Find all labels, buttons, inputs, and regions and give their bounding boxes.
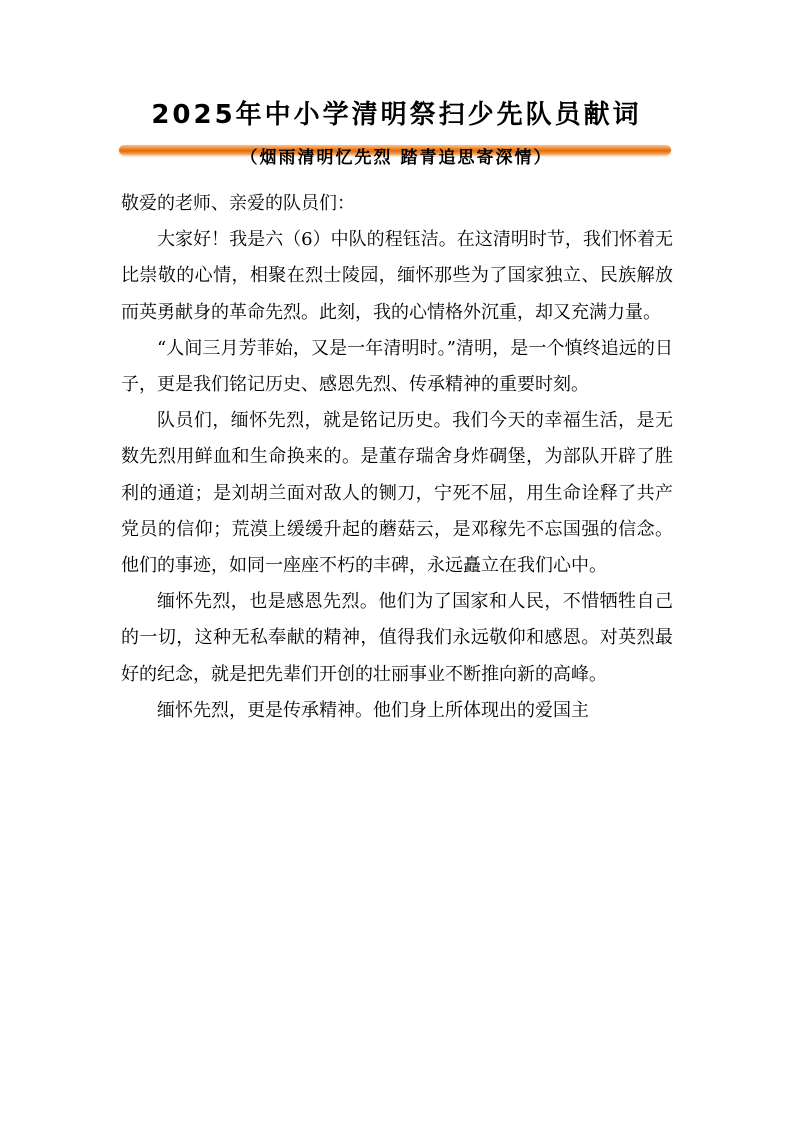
salutation: 敬爱的老师、亲爱的队员们：	[121, 193, 355, 214]
paragraph-5: 缅怀先烈，更是传承精神。他们身上所体现出的爱国主	[157, 699, 589, 721]
paragraph-3: 队员们，缅怀先烈，就是铭记历史。我们今天的幸福生活，是无数先烈用鲜血和生命换来的。是董存瑞舍身炸碉堡，为部队开辟了胜利的通道；是刘胡兰面对敌人的铡刀，宁死不屈，用生命诠释了共产党员的信仰；荒漠上缓缓升起的蘑菇云，是邓稼先不忘国强的信念。他们的事迹，如同一座座不朽的丰碑，永远矗立在我们心中。	[121, 410, 673, 577]
document-title: 2025年中小学清明祭扫少先队员献词	[151, 100, 642, 130]
paragraph-2: “人间三月芳菲始，又是一年清明时。”清明，是一个慎终追远的日子，更是我们铭记历史、感恩先烈、传承精神的重要时刻。	[121, 337, 673, 396]
document-subtitle: （烟雨清明忆先烈 踏青追思寄深情）	[240, 148, 553, 168]
document-body	[121, 186, 673, 729]
paragraph-1: 大家好！我是六（6）中队的程钰洁。在这清明时节，我们怀着无比崇敬的心情，相聚在烈士陵园，缅怀那些为了国家独立、民族解放而英勇献身的革命先烈。此刻，我的心情格外沉重，却又充满力量。	[121, 229, 673, 323]
paragraph-4: 缅怀先烈，也是感恩先烈。他们为了国家和人民，不惜牺牲自己的一切，这种无私奉献的精神，值得我们永远敬仰和感恩。对英烈最好的纪念，就是把先辈们开创的壮丽事业不断推向新的高峰。	[121, 591, 673, 685]
